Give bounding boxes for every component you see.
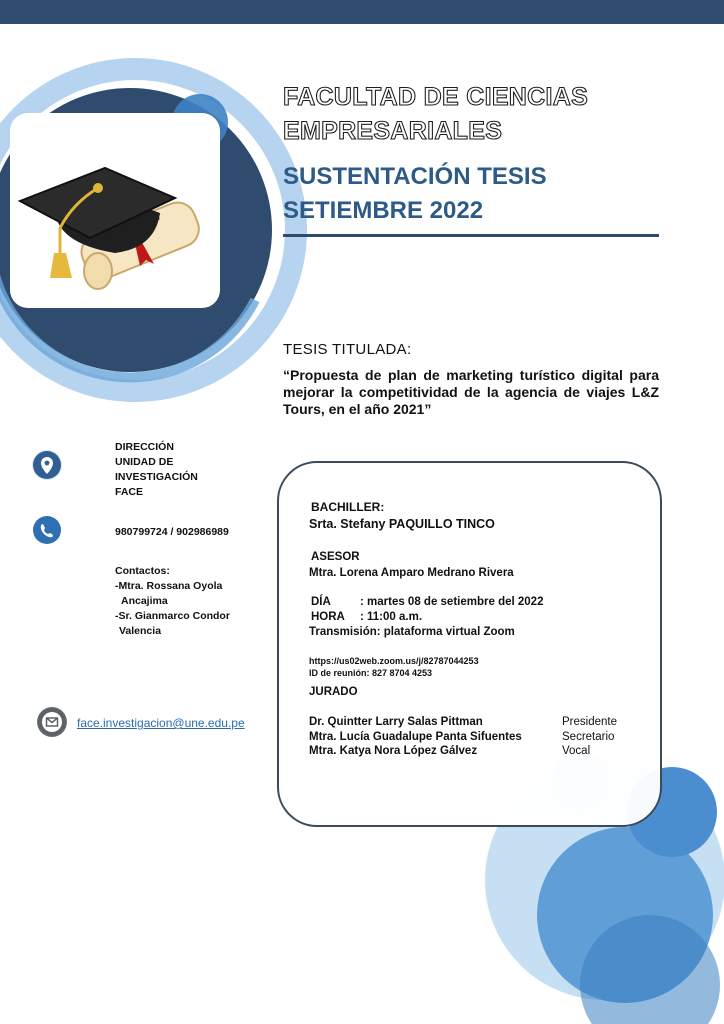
- jurado-role: Presidente: [562, 716, 617, 728]
- jurado-role: Vocal: [562, 745, 591, 757]
- thesis-title: “Propuesta de plan de marketing turístico digital para mejorar la competitividad de la agencia de viajes L&Z Tours, en el año 2021”: [283, 367, 659, 417]
- title-divider: [283, 234, 659, 237]
- jurado-label: JURADO: [309, 686, 358, 698]
- address-block: [115, 440, 198, 500]
- contact-line: -Sr. Gianmarco Condor: [115, 610, 230, 622]
- transmission-text: Transmisión: plataforma virtual Zoom: [309, 626, 515, 638]
- contact-line: Ancajima: [121, 595, 168, 607]
- phone-icon: [32, 515, 62, 545]
- faculty-title: FACULTAD DE CIENCIAS EMPRESARIALES: [283, 83, 589, 145]
- meeting-id: ID de reunión: 827 8704 4253: [309, 668, 433, 678]
- address-line: DIRECCIÓN: [115, 441, 174, 453]
- asesor-label: ASESOR: [311, 551, 360, 563]
- contact-line: Valencia: [119, 625, 162, 637]
- asesor-name: Mtra. Lorena Amparo Medrano Rivera: [309, 567, 514, 579]
- graduation-image: [10, 113, 220, 308]
- dia-label: DÍA: [311, 596, 331, 608]
- mail-icon: [37, 707, 67, 737]
- event-title: SUSTENTACIÓN TESIS SETIEMBRE 2022: [283, 163, 547, 224]
- hora-label: HORA: [311, 611, 345, 623]
- hora-value: : 11:00 a.m.: [360, 611, 423, 623]
- bachiller-name: Srta. Stefany PAQUILLO TINCO: [309, 517, 495, 531]
- jurado-name: Mtra. Katya Nora López Gálvez: [309, 745, 478, 757]
- bachiller-label: BACHILLER:: [311, 500, 385, 514]
- graduation-cap-icon: [10, 113, 220, 308]
- contacts-label: Contactos:: [115, 565, 170, 577]
- jurado-name: Mtra. Lucía Guadalupe Panta Sifuentes: [309, 731, 522, 743]
- address-line: UNIDAD DE: [115, 456, 174, 468]
- email-link[interactable]: face.investigacion@une.edu.pe: [77, 716, 245, 730]
- jurado-role: Secretario: [562, 731, 615, 743]
- dia-value: : martes 08 de setiembre del 2022: [360, 596, 544, 608]
- thesis-label: TESIS TITULADA:: [283, 341, 412, 358]
- location-pin-icon: [32, 450, 62, 480]
- jurado-name: Dr. Quintter Larry Salas Pittman: [309, 716, 483, 728]
- address-line: INVESTIGACIÓN: [115, 471, 198, 483]
- contacts-block: [115, 564, 230, 639]
- address-line: FACE: [115, 486, 144, 498]
- contact-line: -Mtra. Rossana Oyola: [115, 580, 223, 592]
- zoom-link[interactable]: https://us02web.zoom.us/j/82787044253: [309, 656, 479, 666]
- details-card: [277, 461, 662, 827]
- phone-numbers: 980799724 / 902986989: [115, 526, 229, 538]
